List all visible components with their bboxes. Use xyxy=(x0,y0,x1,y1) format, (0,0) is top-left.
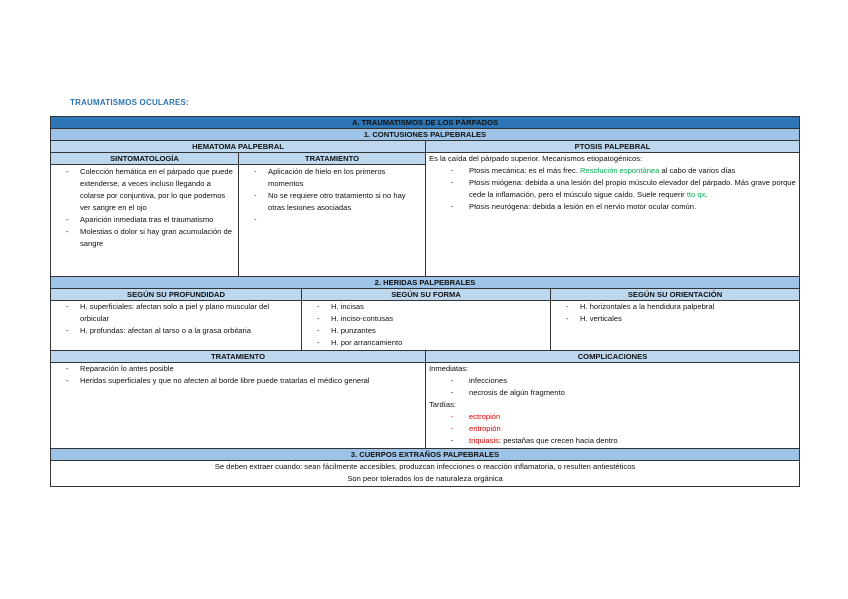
list-item: - H. profundas: afectan al tarso o a la grasa orbitaria xyxy=(54,325,298,337)
list-item: - ectropión xyxy=(429,411,796,423)
complicaciones-heading: COMPLICACIONES xyxy=(425,351,799,362)
trauma-table xyxy=(50,116,800,487)
ptosis-mecanica-text: Ptosis mecánica: es el más frec. xyxy=(469,166,580,175)
ptosis-intro: Es la caída del párpado superior. Mecanismos etiopatogénicos: xyxy=(429,154,643,163)
list-item: - entropión xyxy=(429,423,796,435)
triquiasis-term: triquiasis xyxy=(469,436,499,445)
list-item xyxy=(429,435,796,447)
forma-cell xyxy=(301,301,550,350)
contusion-body xyxy=(51,152,799,276)
list-item: - H. horizontales a la hendidura palpebral xyxy=(554,301,796,313)
section-1-row xyxy=(51,128,799,140)
list-item: - necrosis de algún fragmento xyxy=(429,387,796,399)
heridas-trat-body xyxy=(51,362,799,448)
ptosis-list xyxy=(429,165,796,213)
list-item: - H. verticales xyxy=(554,313,796,325)
cuerpos-cell xyxy=(51,461,799,486)
cuerpos-body xyxy=(51,460,799,486)
profundidad-list xyxy=(54,301,298,337)
orientacion-list xyxy=(554,301,796,325)
resolucion-highlight: Resolución espontánea xyxy=(580,166,660,175)
contusion-subheads xyxy=(51,140,799,152)
section-2-heading: 2. HERIDAS PALPEBRALES xyxy=(51,277,799,288)
heridas-tratamiento-heading: TRATAMIENTO xyxy=(51,351,425,362)
triquiasis-desc: : pestañas que crecen hacia dentro xyxy=(498,436,618,445)
tratamiento-heading: TRATAMIENTO xyxy=(238,153,425,164)
section-2-row xyxy=(51,276,799,288)
list-item: - H. inciso-contusas xyxy=(305,313,547,325)
list-item: - Aparición inmediata tras el traumatismo xyxy=(54,214,235,226)
sintomatologia-heading: SINTOMATOLOGÍA xyxy=(51,153,238,164)
inmediatas-label: Inmediatas: xyxy=(429,364,469,373)
list-item: - H. incisas xyxy=(305,301,547,313)
cuerpos-line-2: Son peor tolerados los de naturaleza orgánica xyxy=(347,474,503,483)
heridas-trat-heads xyxy=(51,350,799,362)
tratamiento-list xyxy=(242,166,422,214)
ptosis-heading: PTOSIS PALPEBRAL xyxy=(425,141,799,152)
profundidad-cell xyxy=(51,301,301,350)
sintomas-cell xyxy=(51,165,238,276)
list-item: - H. por arrancamiento xyxy=(305,337,547,349)
ptosis-cell xyxy=(425,153,799,276)
tratamiento-cell xyxy=(238,165,425,276)
list-item: - Reparación lo antes posible xyxy=(54,363,422,375)
orientacion-heading: SEGÚN SU ORIENTACIÓN xyxy=(550,289,799,300)
profundidad-heading: SEGÚN SU PROFUNDIDAD xyxy=(51,289,301,300)
list-item: - Colección hemática en el párpado que puede extenderse, a veces incluso llegando a colarse por conjuntiva, por lo que podemos ver sangre en el ojo xyxy=(54,166,235,214)
forma-list xyxy=(305,301,547,349)
list-item: - infecciones xyxy=(429,375,796,387)
list-item xyxy=(429,165,796,177)
heridas-tratamiento-cell xyxy=(51,363,425,448)
list-item xyxy=(429,177,796,201)
list-item: - H. punzantes xyxy=(305,325,547,337)
hematoma-col-heads xyxy=(51,153,425,164)
orientacion-cell xyxy=(550,301,799,350)
sintomas-list xyxy=(54,166,235,250)
list-item: - Molestias o dolor si hay gran acumulación de sangre xyxy=(54,226,235,250)
heridas-tratamiento-list xyxy=(54,363,422,387)
list-item: - Aplicación de hielo en los primeros momentos xyxy=(242,166,422,190)
section-3-heading: 3. CUERPOS EXTRAÑOS PALPEBRALES xyxy=(51,449,799,460)
heridas-subheads xyxy=(51,288,799,300)
hematoma-content xyxy=(51,164,425,276)
list-item: - H. superficiales: afectan solo a piel y plano muscular del orbicular xyxy=(54,301,298,325)
section-a-heading: A. TRAUMATISMOS DE LOS PÁRPADOS xyxy=(51,117,799,128)
hematoma-heading: HEMATOMA PALPEBRAL xyxy=(51,141,425,152)
section-3-row xyxy=(51,448,799,460)
inmediatas-list xyxy=(429,375,796,399)
ptosis-miogena-text: Ptosis miógena: debida a una lesión del propio músculo elevador del párpado. Más grave porque cede la inflamación, pero el músculo sigue caído. Suele requerir xyxy=(469,178,796,199)
heridas-body xyxy=(51,300,799,350)
forma-heading: SEGÚN SU FORMA xyxy=(301,289,550,300)
section-1-heading: 1. CONTUSIONES PALPEBRALES xyxy=(51,129,799,140)
hematoma-block xyxy=(51,153,425,276)
section-a-row xyxy=(51,117,799,128)
tardias-label: Tardías: xyxy=(429,400,457,409)
tto-qx-highlight: tto qx xyxy=(686,190,706,199)
ptosis-mecanica-tail: al cabo de varios días xyxy=(659,166,736,175)
complicaciones-cell xyxy=(425,363,799,448)
document-title: TRAUMATISMOS OCULARES: xyxy=(70,98,189,107)
list-item: - Ptosis neurógena: debida a lesión en el nervio motor ocular común. xyxy=(429,201,796,213)
ptosis-miogena-tail: . xyxy=(705,190,708,199)
tardias-list xyxy=(429,411,796,447)
list-item: - No se requiere otro tratamiento si no hay otras lesiones asociadas xyxy=(242,190,422,214)
cuerpos-line-1: Se deben extraer cuando: sean fácilmente accesibles, produzcan infecciones o reacción inflamatoria, o resulten antiestéticos xyxy=(214,462,636,471)
list-item: - Heridas superficiales y que no afecten al borde libre puede tratarlas el médico general xyxy=(54,375,422,387)
